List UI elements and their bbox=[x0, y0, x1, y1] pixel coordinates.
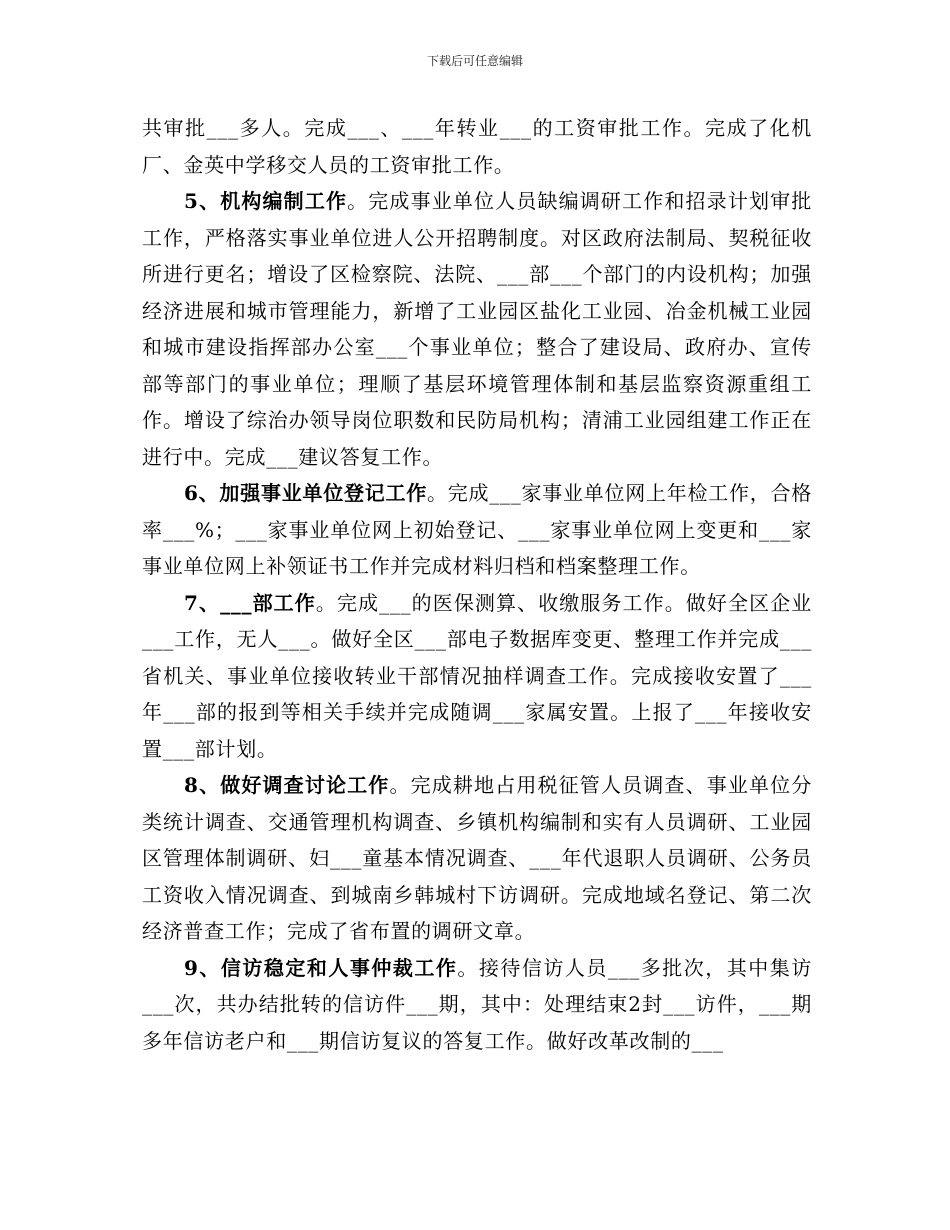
paragraph-text: 。完成耕地占用税征管人员调查、事业单位分类统计调查、交通管理机构调查、乡镇机构编制和实有人员调研、工业园区管理体制调研、妇___童基本情况调查、___年代退职人员调研、公务员工资收入情况调查、到城南乡韩城村下访调研。完成地域名登记、第二次经济普查工作；完成了省布置的调研文章。 bbox=[142, 773, 813, 943]
document-body bbox=[142, 110, 812, 1059]
paragraph-department-work bbox=[142, 585, 812, 768]
paragraph-text: 。完成___的医保测算、收缴服务工作。做好全区企业___工作，无人___。做好全区___部电子数据库变更、整理工作并完成___省机关、事业单位接收转业干部情况抽样调查工作。完成接收安置了___年___部的报到等相关手续并完成随调___家属安置。上报了___年接收安置___部计划。 bbox=[142, 590, 812, 761]
paragraph-text: 共审批___多人。完成___、___年转业___的工资审批工作。完成了化机厂、金英中学移交人员的工资审批工作。 bbox=[142, 116, 812, 177]
paragraph-institutional-staffing bbox=[142, 183, 812, 475]
page-header: 下载后可任意编辑 bbox=[426, 54, 523, 68]
paragraph-text: 。完成事业单位人员缺编调研工作和招录计划审批工作，严格落实事业单位进人公开招聘制度。对区政府法制局、契税征收所进行更名；增设了区检察院、法院、___部___个部门的内设机构；加强经济进展和城市管理能力，新增了工业园区盐化工业园、冶金机械工业园和城市建设指挥部办公室___个事业单位；整合了建设局、政府办、宣传部等部门的事业单位；理顺了基层环境管理体制和基层监察资源重组工作。增设了综治办领导岗位职数和民防局机构；清浦工业园组建工作正在进行中。完成___建议答复工作。 bbox=[142, 189, 812, 469]
paragraph-heading: 5、机构编制工作 bbox=[184, 189, 348, 213]
paragraph-text: 。完成___家事业单位网上年检工作，合格率___%；___家事业单位网上初始登记、___家事业单位网上变更和___家事业单位网上补领证书工作并完成材料归档和档案整理工作。 bbox=[142, 481, 812, 578]
paragraph-continuation bbox=[142, 110, 812, 183]
paragraph-petition-arbitration bbox=[142, 950, 812, 1060]
paragraph-registration bbox=[142, 475, 812, 585]
paragraph-heading: 7、___部工作 bbox=[184, 590, 316, 615]
paragraph-heading: 6、加强事业单位登记工作 bbox=[184, 481, 428, 505]
paragraph-heading: 9、信访稳定和人事仲裁工作 bbox=[184, 955, 458, 980]
paragraph-survey-work bbox=[142, 767, 812, 950]
paragraph-text: 。接待信访人员___多批次，其中集访___次，共办结批转的信访件___期，其中：处理结束2封___访件，___期多年信访老户和___期信访复议的答复工作。做好改革改制的___ bbox=[142, 955, 812, 1053]
paragraph-heading: 8、做好调查讨论工作 bbox=[184, 773, 390, 797]
